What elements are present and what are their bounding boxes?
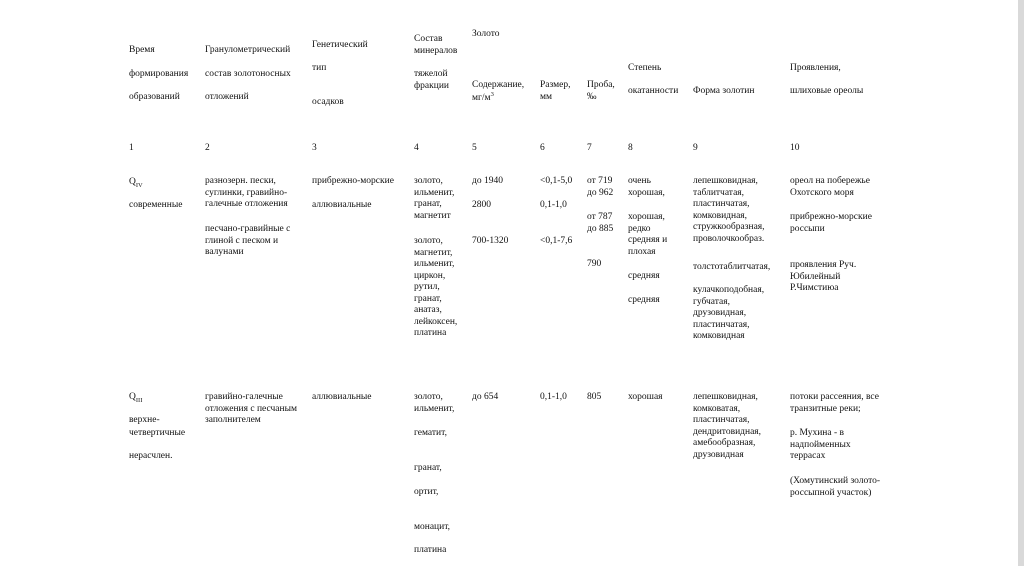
header-size-line2: мм [540,92,553,102]
age-name-line3: нерасчлен. [129,451,173,461]
header-minerals-line2: минералов [414,46,458,56]
header-genetic-type-line2: тип [312,63,327,73]
gold-content: до 1940 [472,176,503,186]
gold-size: <0,1-5,0 [540,176,573,186]
minerals-list: гранат, [414,463,442,473]
manifestation: проявления Руч. Юбилейный Р.Чимстиюа [790,260,857,293]
genetic-type: прибрежно-морские [312,176,394,186]
age-symbol-qiv: $Q_{IV}$ [129,177,143,189]
header-granulometry-line2: состав золотоносных [205,69,291,79]
header-manifestations-line1: Проявления, [790,63,841,73]
page-edge [1018,0,1024,566]
header-formation-time-line1: Время [129,45,155,55]
gold-fineness: 790 [587,259,602,269]
header-content-unit: $мг/м^3$ [472,90,494,103]
header-minerals-line4: фракции [414,81,449,91]
minerals-list: ортит, [414,487,439,497]
gold-fineness: от 719 до 962 [587,176,614,198]
column-number-8: 8 [628,143,633,153]
genetic-type: аллювиальные [312,392,372,402]
manifestation: прибрежно-морские россыпи [790,212,872,234]
minerals-list: платина [414,545,447,555]
header-minerals-line1: Состав [414,34,443,44]
header-gold: Золото [472,29,500,39]
column-number-10: 10 [790,143,800,153]
roundness: очень хорошая, [628,176,665,198]
minerals-list: монацит, [414,522,451,532]
header-grain-shape: Форма золотин [693,86,755,96]
header-formation-time-line2: формирования [129,69,189,79]
header-fineness-line1: Проба, [587,80,615,90]
age-name: современные [129,200,183,210]
column-number-3: 3 [312,143,317,153]
minerals-list: золото, магнетит, ильменит, циркон, рутил, гранат, анатаз, лейкоксен, платина [414,236,458,338]
grain-shape: лепешковидная, таблитчатая, пластинчатая, комковидная, стружкообразная, проволочкообраз. [693,176,765,244]
header-size-line1: Размер, [540,80,571,90]
column-number-7: 7 [587,143,592,153]
header-granulometry-line1: Гранулометрический [205,45,291,55]
roundness: хорошая, редко средняя и плохая [628,212,668,257]
header-roundness-line1: Степень [628,63,662,73]
header-genetic-type-line3: осадков [312,97,344,107]
column-number-6: 6 [540,143,545,153]
header-minerals-line3: тяжелой [414,69,448,79]
header-roundness-line2: окатанности [628,86,679,96]
gold-content: 700-1320 [472,236,509,246]
genetic-type: аллювиальные [312,200,372,210]
gold-fineness: 805 [587,392,602,402]
header-granulometry-line3: отложений [205,92,249,102]
manifestation: (Хомутинский золото-россыпной участок) [790,476,881,498]
column-number-4: 4 [414,143,419,153]
grain-shape: кулачкоподобная, губчатая, друзовидная, пластинчатая, комковидная [693,285,765,341]
gold-size: <0,1-7,6 [540,236,573,246]
gold-fineness: от 787 до 885 [587,212,614,234]
column-number-9: 9 [693,143,698,153]
manifestation: потоки рассеяния, все транзитные реки; [790,392,879,414]
roundness: средняя [628,295,660,305]
header-formation-time-line3: образований [129,92,180,102]
gold-content: до 654 [472,392,499,402]
granulometry-text: разнозерн. пески, суглинки, гравийно-галечные отложения [205,176,288,209]
manifestation: ореол на побережье Охотского моря [790,176,870,198]
age-name-line1: верхне- [129,415,160,425]
age-symbol-qiii: $Q_{III}$ [129,392,143,404]
grain-shape: толстотаблитчатая, [693,262,771,272]
granulometry-text: песчано-гравийные с глиной с песком и валунами [205,224,291,257]
header-genetic-type-line1: Генетический [312,40,368,50]
roundness: средняя [628,271,660,281]
roundness: хорошая [628,392,663,402]
granulometry-text: гравийно-галечные отложения с песчаным заполнителем [205,392,297,425]
gold-content: 2800 [472,200,491,210]
minerals-list: золото, ильменит, [414,392,455,414]
header-manifestations-line2: шлиховые ореолы [790,86,864,96]
gold-size: 0,1-1,0 [540,392,567,402]
gold-size: 0,1-1,0 [540,200,567,210]
minerals-list: золото, ильменит, гранат, магнетит [414,176,455,221]
column-number-5: 5 [472,143,477,153]
grain-shape: лепешковидная, комковатая, пластинчатая, дендритовидная, амебообразная, друзовидная [693,392,762,460]
column-number-1: 1 [129,143,134,153]
column-number-2: 2 [205,143,210,153]
age-name-line2: четвертичные [129,428,186,438]
manifestation: р. Мухина - в надпойменных террасах [790,428,851,461]
header-content: Содержание, [472,80,525,90]
header-fineness-line2: ‰ [587,92,597,102]
minerals-list: гематит, [414,428,447,438]
